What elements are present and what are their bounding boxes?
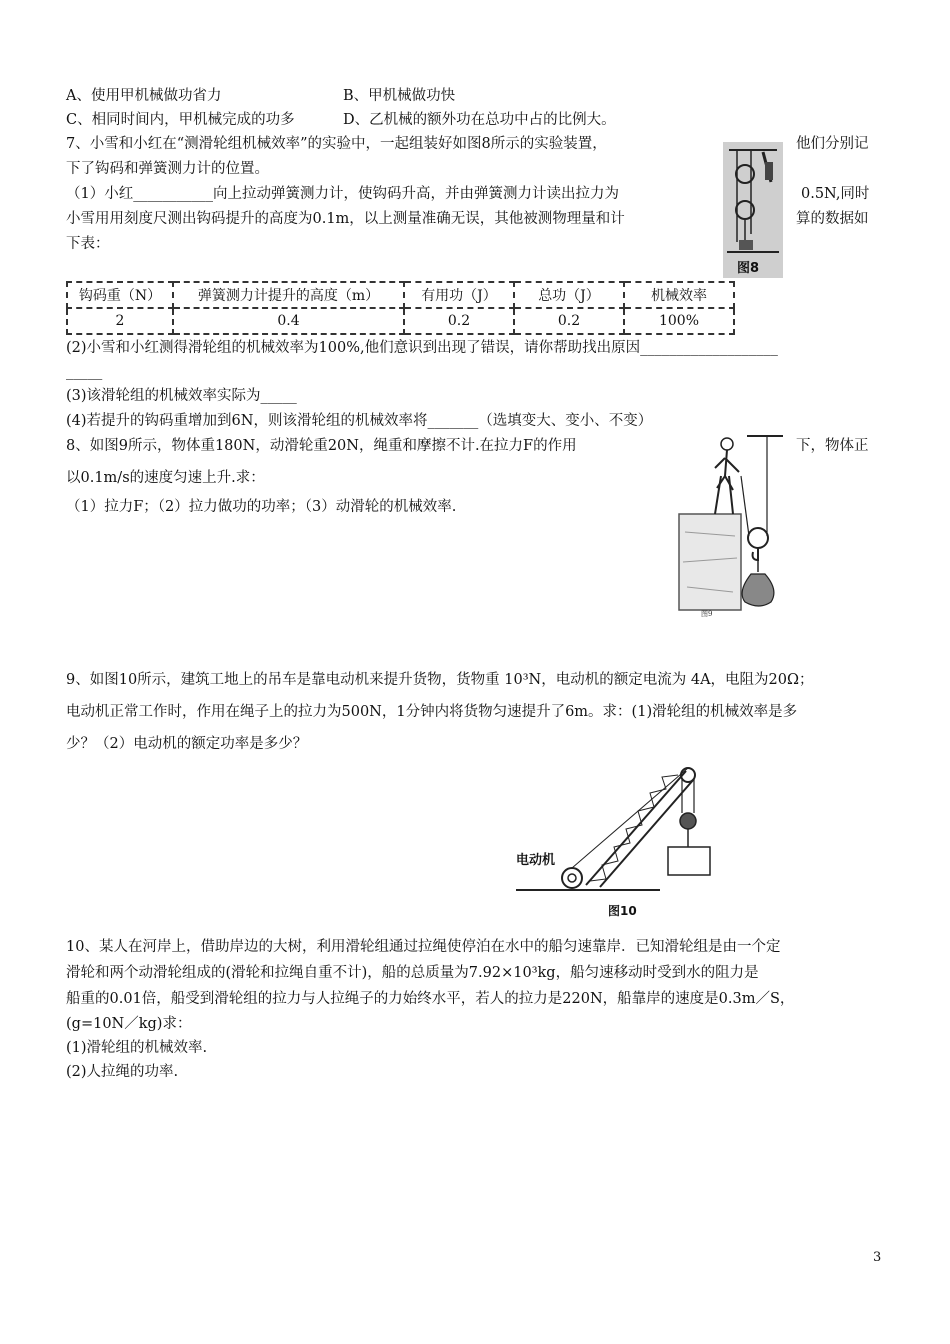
page-number: 3	[873, 1250, 882, 1265]
q7-line-4-right: 算的数据如	[796, 211, 869, 227]
q10-line-6: (2)人拉绳的功率.	[66, 1064, 179, 1080]
table-row	[67, 308, 734, 334]
table-cell: 0.4	[173, 308, 404, 334]
option-a: A、使用甲机械做功省力	[66, 88, 222, 104]
table-cell: 0.2	[514, 308, 624, 334]
q8-line-3: （1）拉力F；（2）拉力做功的功率；（3）动滑轮的机械效率.	[66, 499, 457, 515]
table-cell: 100%	[624, 308, 734, 334]
figure-8-label: 图8	[737, 261, 760, 276]
q9-line-2: 电动机正常工作时，作用在绳子上的拉力为500N，1分钟内将货物匀速提升了6m。求：(1)滑轮组的机械效率是多	[66, 704, 798, 720]
q7-line-1: 7、小雪和小红在“测滑轮组机械效率”的实验中，一起组装好如图8所示的实验装置，	[66, 136, 607, 152]
q8-line-1: 8、如图9所示，物体重180N，动滑轮重20N，绳重和摩擦不计.在拉力F的作用	[66, 438, 577, 454]
table-cell: 2	[67, 308, 173, 334]
table-header-cell: 总功（J）	[514, 282, 624, 308]
q7-line-4: 小雪用用刻度尺测出钩码提升的高度为0.1m，以上测量准确无误，其他被测物理量和计	[66, 211, 625, 227]
figure-10-label: 图10	[608, 904, 637, 918]
q8-line-2: 以0.1m/s的速度匀速上升.求：	[66, 470, 265, 486]
q7-line-2: 下了钩码和弹簧测力计的位置。	[66, 161, 269, 177]
q10-line-4: (g=10N／kg)求：	[66, 1016, 192, 1032]
q7-line-8: (3)该滑轮组的机械效率实际为_____	[66, 388, 297, 404]
q7-line-9: (4)若提升的钩码重增加到6N，则该滑轮组的机械效率将_______（选填变大、变小、不变）	[66, 413, 653, 429]
table-header-cell: 有用功（J）	[404, 282, 514, 308]
table-header-cell: 钩码重（N）	[67, 282, 173, 308]
q7-line-3: （1）小红___________向上拉动弹簧测力计，使钩码升高，并由弹簧测力计读出拉力为	[66, 186, 619, 202]
figure-10	[510, 765, 725, 920]
q9-line-1: 9、如图10所示，建筑工地上的吊车是靠电动机来提升货物，货物重 10³N，电动机的额定电流为 4A，电阻为20Ω；	[66, 672, 814, 688]
q10-line-5: (1)滑轮组的机械效率.	[66, 1040, 208, 1056]
q7-line-5: 下表：	[66, 236, 110, 252]
option-d: D、乙机械的额外功在总功中占的比例大。	[343, 112, 616, 128]
table-cell: 0.2	[404, 308, 514, 334]
data-table	[66, 281, 735, 335]
table-header-cell: 机械效率	[624, 282, 734, 308]
figure-8	[723, 142, 783, 278]
option-b: B、甲机械做功快	[343, 88, 456, 104]
figure-9	[675, 432, 790, 618]
q7-line-6: (2)小雪和小红测得滑轮组的机械效率为100%,他们意识到出现了错误，请你帮助找出原因___________________	[66, 340, 778, 356]
table-header-cell: 弹簧测力计提升的高度（m）	[173, 282, 404, 308]
q8-line-1-right: 下，物体正	[796, 438, 869, 454]
q10-line-1: 10、某人在河岸上，借助岸边的大树，利用滑轮组通过拉绳使停泊在水中的船匀速靠岸．已知滑轮组是由一个定	[66, 939, 781, 955]
q7-line-1-right: 他们分别记	[796, 136, 869, 152]
motor-label: 电动机	[516, 853, 556, 868]
table-header-row	[67, 282, 734, 308]
q9-line-3: 少？（2）电动机的额定功率是多少？	[66, 736, 308, 752]
q7-line-7: _____	[66, 364, 103, 380]
q10-line-3: 船重的0.01倍，船受到滑轮组的拉力与人拉绳子的力始终水平，若人的拉力是220N，船靠岸的速度是0.3m／S，	[66, 991, 795, 1007]
figure-9-label: 图9	[701, 610, 713, 618]
q7-line-3-right: 0.5N,同时	[801, 186, 870, 202]
option-c: C、相同时间内，甲机械完成的功多	[66, 112, 295, 128]
q10-line-2: 滑轮和两个动滑轮组成的(滑轮和拉绳自重不计)，船的总质量为7.92×10³kg，船匀速移动时受到水的阻力是	[66, 965, 759, 981]
